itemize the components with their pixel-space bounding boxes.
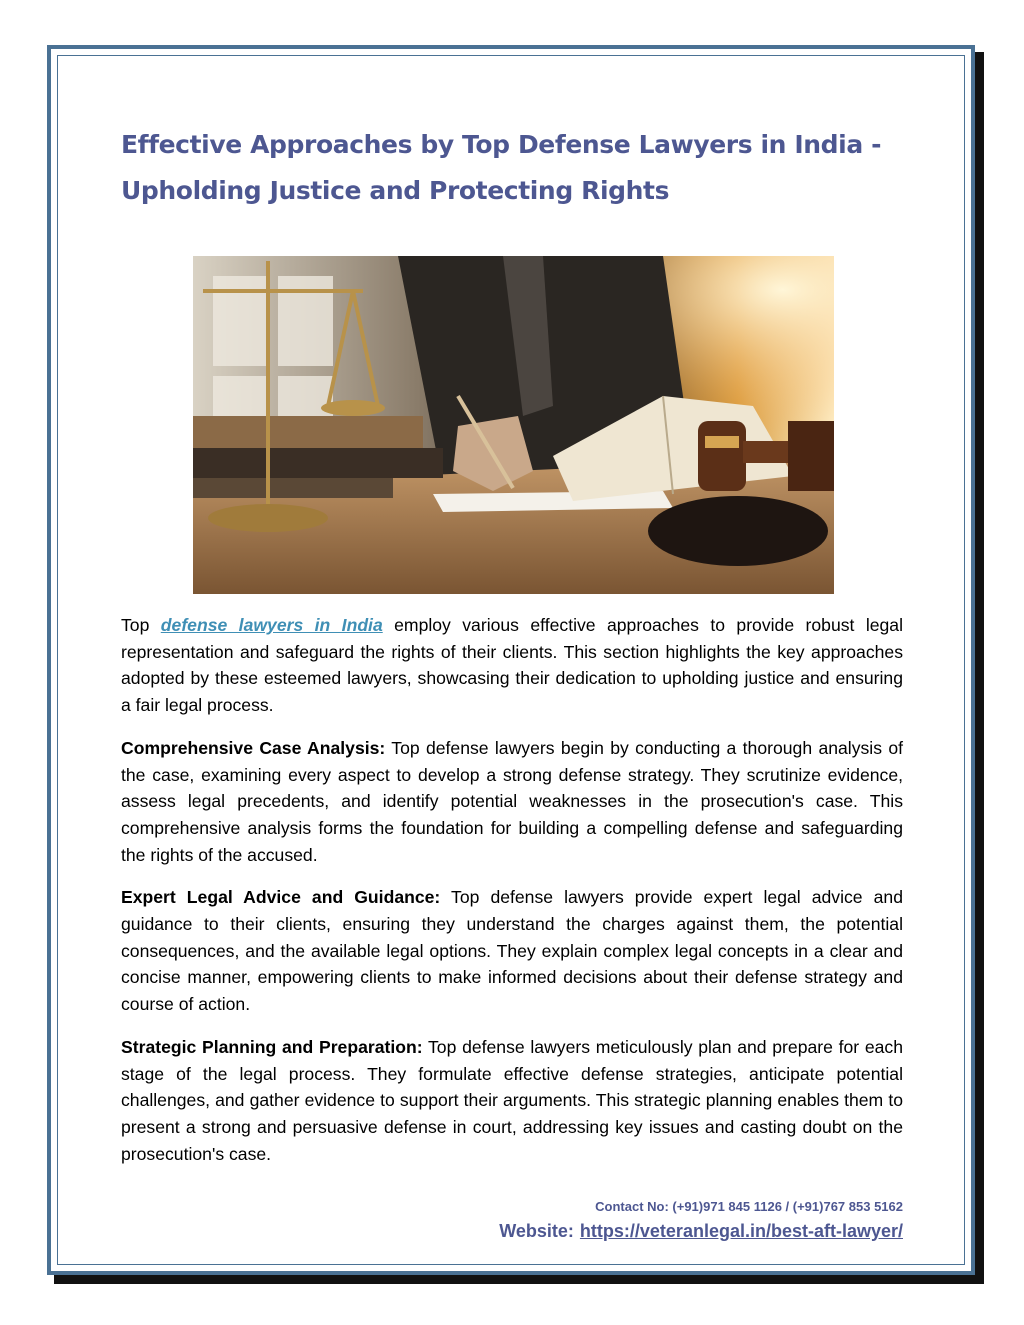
contact-number: Contact No: (+91)971 845 1126 / (+91)767 853 5162 — [595, 1199, 903, 1214]
intro-suffix: employ various effective approaches to provide robust legal representation and safeguard the rights of their clients. This section highlights the key approaches adopted by these esteemed lawyers, showcasing their dedication to upholding justice and ensuring a fair legal process. — [121, 615, 903, 716]
website-line — [499, 1221, 903, 1242]
section-paragraph — [121, 735, 903, 869]
section-heading: Comprehensive Case Analysis: — [121, 737, 386, 758]
website-label: Website: — [499, 1221, 574, 1241]
section-heading: Expert Legal Advice and Guidance: — [121, 887, 441, 908]
section-heading: Strategic Planning and Preparation: — [121, 1036, 423, 1057]
intro-prefix: Top — [121, 615, 161, 635]
section-text: Top defense lawyers begin by conducting a thorough analysis of the case, examining every aspect to develop a strong defense strategy. They scrutinize evidence, assess legal precedents, and identify potential weaknesses in the prosecution's case. This comprehensive analysis forms the foundation for building a compelling defense and safeguarding the rights of the accused. — [121, 737, 903, 865]
section-paragraph — [121, 1034, 903, 1168]
website-link[interactable]: https://veteranlegal.in/best-aft-lawyer/ — [579, 1221, 903, 1241]
section-paragraph — [121, 884, 903, 1018]
section-text: Top defense lawyers meticulously plan and prepare for each stage of the legal process. They formulate effective defense strategies, anticipate potential challenges, and gather evidence to support their arguments. This strategic planning enables them to present a strong and persuasive defense in court, addressing key issues and casting doubt on the prosecution's case. — [121, 1036, 903, 1164]
intro-paragraph — [121, 612, 903, 719]
section-text: Top defense lawyers provide expert legal advice and guidance to their clients, ensuring they understand the charges against them, the potential consequences, and the available legal options. They explain complex legal concepts in a clear and concise manner, empowering clients to make informed decisions about their defense strategy and course of action. — [121, 887, 903, 1015]
defense-lawyers-link[interactable]: defense lawyers in India — [160, 615, 383, 635]
lawyer-desk-photo — [193, 256, 834, 594]
page-title: Effective Approaches by Top Defense Lawyers in India - Upholding Justice and Protecting Rights — [121, 130, 882, 205]
lawyer-desk-illustration — [193, 256, 834, 594]
article-body — [121, 612, 903, 1183]
